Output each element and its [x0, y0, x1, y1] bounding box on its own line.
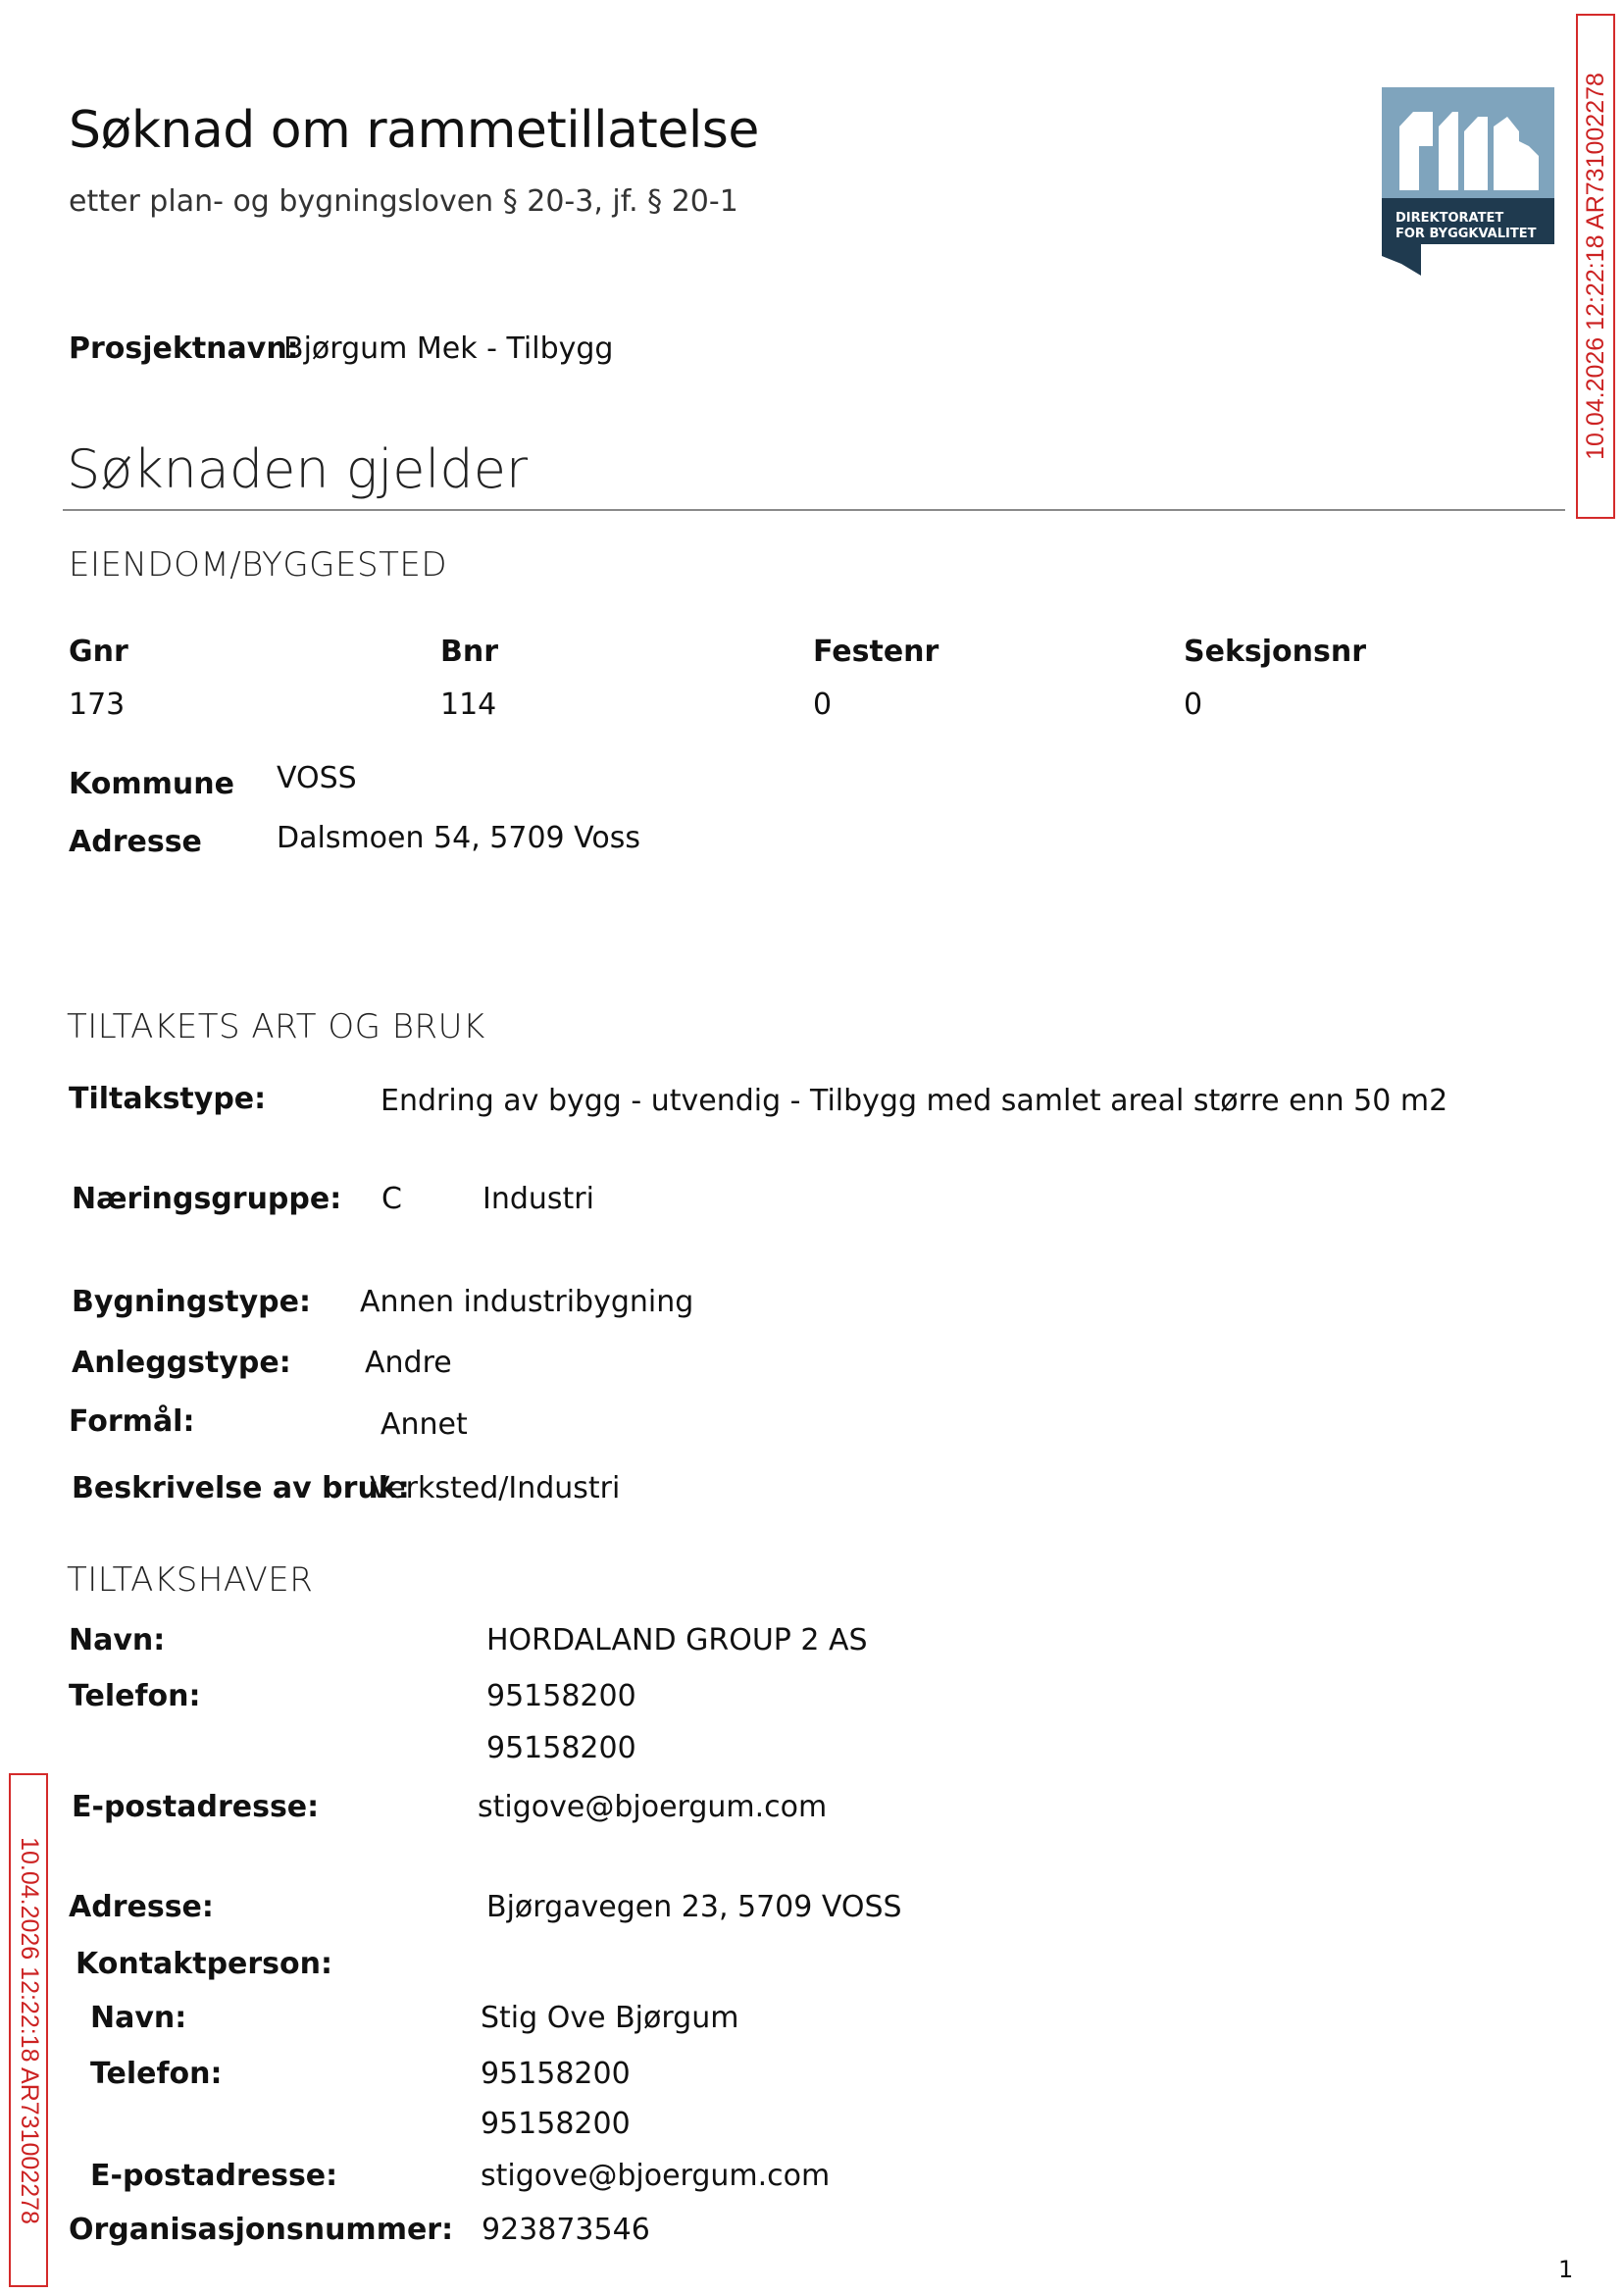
owner-epost-label: E-postadresse: [72, 1790, 320, 1824]
gnr-value: 173 [69, 688, 126, 722]
org-number-label: Organisasjonsnummer: [69, 2213, 454, 2247]
timestamp-stamp-left [9, 1773, 48, 2287]
stamp-text: 10.04.2026 12:22:18 AR731002278 [15, 1836, 43, 2224]
logo-text-line2: FOR BYGGKVALITET [1396, 227, 1537, 241]
tiltakstype-value: Endring av bygg - utvendig - Tilbygg med samlet areal større enn 50 m2 [381, 1084, 1448, 1118]
measure-heading: TILTAKETS ART OG BRUK [67, 1007, 485, 1046]
owner-adresse-value: Bjørgavegen 23, 5709 VOSS [486, 1890, 902, 1924]
kontakt-telefon-value-1: 95158200 [481, 2057, 631, 2091]
page-title: Søknad om rammetillatelse [69, 101, 759, 160]
seksjonsnr-label: Seksjonsnr [1184, 635, 1367, 669]
seksjonsnr-value: 0 [1184, 688, 1203, 722]
kontakt-telefon-label: Telefon: [90, 2057, 223, 2091]
kommune-label: Kommune [69, 767, 234, 801]
owner-telefon-value-1: 95158200 [486, 1679, 636, 1713]
owner-heading: TILTAKSHAVER [67, 1560, 314, 1600]
kontakt-navn-value: Stig Ove Bjørgum [481, 2001, 739, 2035]
formal-value: Annet [381, 1407, 468, 1442]
section-title: Søknaden gjelder [67, 438, 529, 500]
beskrivelse-value: Verksted/Industri [370, 1471, 621, 1505]
dibk-logo-icon [1382, 87, 1554, 276]
owner-telefon-value-2: 95158200 [486, 1731, 636, 1765]
page-number: 1 [1558, 2256, 1574, 2283]
festenr-label: Festenr [813, 635, 939, 669]
logo-text-line1: DIREKTORATET [1396, 211, 1504, 226]
owner-telefon-label: Telefon: [69, 1679, 201, 1713]
owner-navn-label: Navn: [69, 1623, 166, 1657]
timestamp-stamp-right [1576, 14, 1615, 519]
bnr-label: Bnr [440, 635, 499, 669]
kontaktperson-label: Kontaktperson: [76, 1947, 333, 1981]
bygningstype-value: Annen industribygning [360, 1285, 694, 1319]
stamp-text: 10.04.2026 12:22:18 AR731002278 [1581, 73, 1609, 460]
naeringsgruppe-code: C [381, 1182, 402, 1216]
naeringsgruppe-value: Industri [482, 1182, 594, 1216]
page-subtitle: etter plan- og bygningsloven § 20-3, jf. § 20-1 [69, 184, 738, 219]
kontakt-navn-label: Navn: [90, 2001, 187, 2035]
kontakt-epost-value: stigove@bjoergum.com [481, 2159, 831, 2193]
gnr-label: Gnr [69, 635, 128, 669]
bnr-value: 114 [440, 688, 497, 722]
bygningstype-label: Bygningstype: [72, 1285, 311, 1319]
tiltakstype-label: Tiltakstype: [69, 1082, 267, 1116]
project-name-value: Bjørgum Mek - Tilbygg [283, 331, 614, 366]
kommune-value: VOSS [277, 761, 357, 795]
org-number-value: 923873546 [482, 2213, 650, 2247]
formal-label: Formål: [69, 1404, 195, 1439]
anleggstype-value: Andre [365, 1346, 452, 1380]
owner-adresse-label: Adresse: [69, 1890, 214, 1924]
festenr-value: 0 [813, 688, 833, 722]
property-heading: EIENDOM/BYGGESTED [69, 545, 448, 585]
section-divider [63, 509, 1565, 511]
kontakt-epost-label: E-postadresse: [90, 2159, 338, 2193]
adresse-label: Adresse [69, 825, 202, 859]
kontakt-telefon-value-2: 95158200 [481, 2107, 631, 2141]
project-name-label: Prosjektnavn: [69, 331, 299, 366]
dibk-logo [1382, 87, 1554, 276]
anleggstype-label: Anleggstype: [72, 1346, 291, 1380]
naeringsgruppe-label: Næringsgruppe: [72, 1182, 342, 1216]
owner-navn-value: HORDALAND GROUP 2 AS [486, 1623, 868, 1657]
adresse-value: Dalsmoen 54, 5709 Voss [277, 821, 640, 855]
beskrivelse-label: Beskrivelse av bruk: [72, 1471, 410, 1505]
owner-epost-value: stigove@bjoergum.com [478, 1790, 828, 1824]
